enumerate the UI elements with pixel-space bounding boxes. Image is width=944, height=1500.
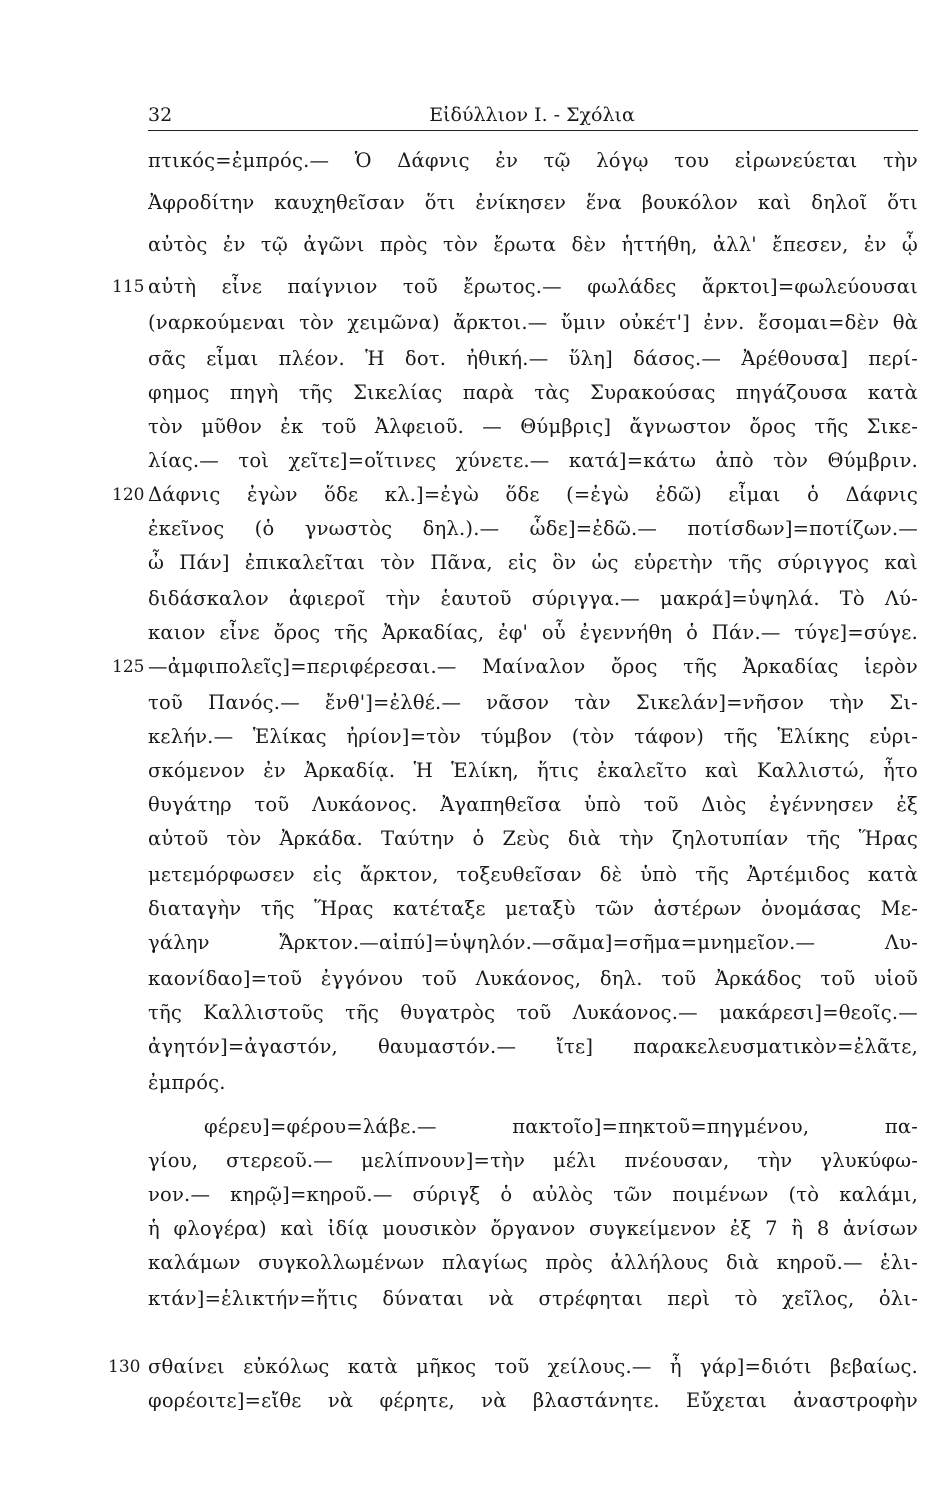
- text-line: αὐτὴ εἶνε παίγνιον τοῦ ἔρωτος.— φωλάδες ἄρκτοι]=φωλεύουσαι: [148, 275, 918, 298]
- text-line: —ἀμφιπολεῖς]=περιφέρεσαι.— Μαίναλον ὄρος τῆς Ἀρκαδίας ἱερὸν: [148, 655, 918, 678]
- text-line: ἡ φλογέρα) καὶ ἰδίᾳ μουσικὸν ὄργανον συγκείμενον ἐξ 7 ἢ 8 ἀνίσων: [148, 1217, 918, 1240]
- text-line: γάλην Ἄρκτον.—αἰπύ]=ὑψηλόν.—σᾶμα]=σῆμα=μνημεῖον.— Λυ-: [148, 931, 918, 954]
- text-line: πτικός=ἐμπρός.— Ὁ Δάφνις ἐν τῷ λόγῳ του εἰρωνεύεται τὴν: [148, 149, 918, 172]
- text-line: (ναρκούμεναι τὸν χειμῶνα) ἄρκτοι.— ὔμιν οὐκέτ'] ἐνν. ἔσομαι=δὲν θὰ: [148, 311, 918, 334]
- text-line: θυγάτηρ τοῦ Λυκάονος. Ἀγαπηθεῖσα ὑπὸ τοῦ Διὸς ἐγέννησεν ἐξ: [148, 793, 918, 816]
- text-line: Δάφνις ἐγὼν ὅδε κλ.]=ἐγὼ ὅδε (=ἐγὼ ἐδῶ) εἶμαι ὁ Δάφνις: [148, 483, 918, 506]
- text-line: φημος πηγὴ τῆς Σικελίας παρὰ τὰς Συρακούσας πηγάζουσα κατὰ: [148, 381, 918, 404]
- text-line: καιον εἶνε ὄρος τῆς Ἀρκαδίας, ἐφ' οὗ ἐγεννήθη ὁ Πάν.— τύγε]=σύγε.: [148, 621, 918, 644]
- header-rule: [148, 130, 918, 131]
- text-line: νον.— κηρῷ]=κηροῦ.— σύριγξ ὁ αὐλὸς τῶν ποιμένων (τὸ καλάμι,: [148, 1183, 918, 1206]
- text-line: γίου, στερεοῦ.— μελίπνουν]=τὴν μέλι πνέουσαν, τὴν γλυκύφω-: [148, 1149, 918, 1172]
- text-line: διδάσκαλον ἀφιεροῖ τὴν ἑαυτοῦ σύριγγα.— μακρά]=ὑψηλά. Τὸ Λύ-: [148, 587, 918, 610]
- line-number: 130: [108, 1357, 141, 1377]
- text-line: λίας.— τοὶ χεῖτε]=οἵτινες χύνετε.— κατά]=κάτω ἀπὸ τὸν Θύμβριν.: [148, 449, 918, 472]
- text-line: τὸν μῦθον ἐκ τοῦ Ἀλφειοῦ. — Θύμβρις] ἄγνωστον ὄρος τῆς Σικε-: [148, 415, 918, 438]
- text-line: τῆς Καλλιστοῦς τῆς θυγατρὸς τοῦ Λυκάονος.— μακάρεσι]=θεοῖς.—: [148, 1001, 918, 1024]
- text-line: διαταγὴν τῆς Ἥρας κατέταξε μεταξὺ τῶν ἀστέρων ὀνομάσας Με-: [148, 897, 918, 920]
- line-number: 120: [112, 485, 145, 505]
- text-line: φορέοιτε]=εἴθε νὰ φέρητε, νὰ βλαστάνητε. Εὔχεται ἀναστροφὴν: [148, 1389, 918, 1412]
- text-line: φέρευ]=φέρου=λάβε.— πακτοῖο]=πηκτοῦ=πηγμένου, πα-: [204, 1115, 918, 1138]
- text-line: ἐκεῖνος (ὁ γνωστὸς δηλ.).— ὧδε]=ἐδῶ.— ποτίσδων]=ποτίζων.—: [148, 517, 918, 540]
- line-number: 125: [112, 657, 145, 677]
- line-number: 115: [112, 277, 145, 297]
- text-line: ὦ Πάν] ἐπικαλεῖται τὸν Πᾶνα, εἰς ὃν ὡς εὑρετὴν τῆς σύριγγος καὶ: [148, 551, 918, 574]
- text-line: ἀγητόν]=ἀγαστόν, θαυμαστόν.— ἴτε] παρακελευσματικὸν=ἐλᾶτε,: [148, 1035, 918, 1058]
- text-line: τοῦ Πανός.— ἔνθ']=ἐλθέ.— νᾶσον τὰν Σικελάν]=νῆσον τὴν Σι-: [148, 691, 918, 714]
- text-line: σθαίνει εὐκόλως κατὰ μῆκος τοῦ χείλους.— ἦ γάρ]=διότι βεβαίως.: [148, 1355, 918, 1378]
- text-line: ἐμπρός.: [148, 1071, 226, 1094]
- text-line: καονίδαο]=τοῦ ἐγγόνου τοῦ Λυκάονος, δηλ. τοῦ Ἀρκάδος τοῦ υἱοῦ: [148, 967, 918, 990]
- text-line: μετεμόρφωσεν εἰς ἄρκτον, τοξευθεῖσαν δὲ ὑπὸ τῆς Ἀρτέμιδος κατὰ: [148, 863, 918, 886]
- text-line: σκόμενον ἐν Ἀρκαδίᾳ. Ἡ Ἑλίκη, ἥτις ἐκαλεῖτο καὶ Καλλιστώ, ἦτο: [148, 759, 918, 782]
- text-line: Ἀφροδίτην καυχηθεῖσαν ὅτι ἐνίκησεν ἕνα βουκόλον καὶ δηλοῖ ὅτι: [148, 191, 918, 214]
- page-header: [148, 100, 916, 134]
- text-line: αὐτοῦ τὸν Ἀρκάδα. Ταύτην ὁ Ζεὺς διὰ τὴν ζηλοτυπίαν τῆς Ἥρας: [148, 827, 918, 850]
- text-line: σᾶς εἶμαι πλέον. Ἡ δοτ. ἠθική.— ὕλη] δάσος.— Ἀρέθουσα] περί-: [148, 347, 918, 370]
- page-number: 32: [148, 104, 173, 126]
- text-line: κτάν]=ἑλικτήν=ἥτις δύναται νὰ στρέφηται περὶ τὸ χεῖλος, ὀλι-: [148, 1287, 918, 1310]
- text-line: κελήν.— Ἑλίκας ἠρίον]=τὸν τύμβον (τὸν τάφον) τῆς Ἑλίκης εὑρι-: [148, 725, 918, 748]
- text-line: καλάμων συγκολλωμένων πλαγίως πρὸς ἀλλήλους διὰ κηροῦ.— ἑλι-: [148, 1251, 918, 1274]
- running-title: Εἰδύλλιον Ι. - Σχόλια: [429, 104, 635, 126]
- text-line: αὐτὸς ἐν τῷ ἀγῶνι πρὸς τὸν ἔρωτα δὲν ἡττήθη, ἀλλ' ἔπεσεν, ἐν ᾧ: [148, 233, 918, 256]
